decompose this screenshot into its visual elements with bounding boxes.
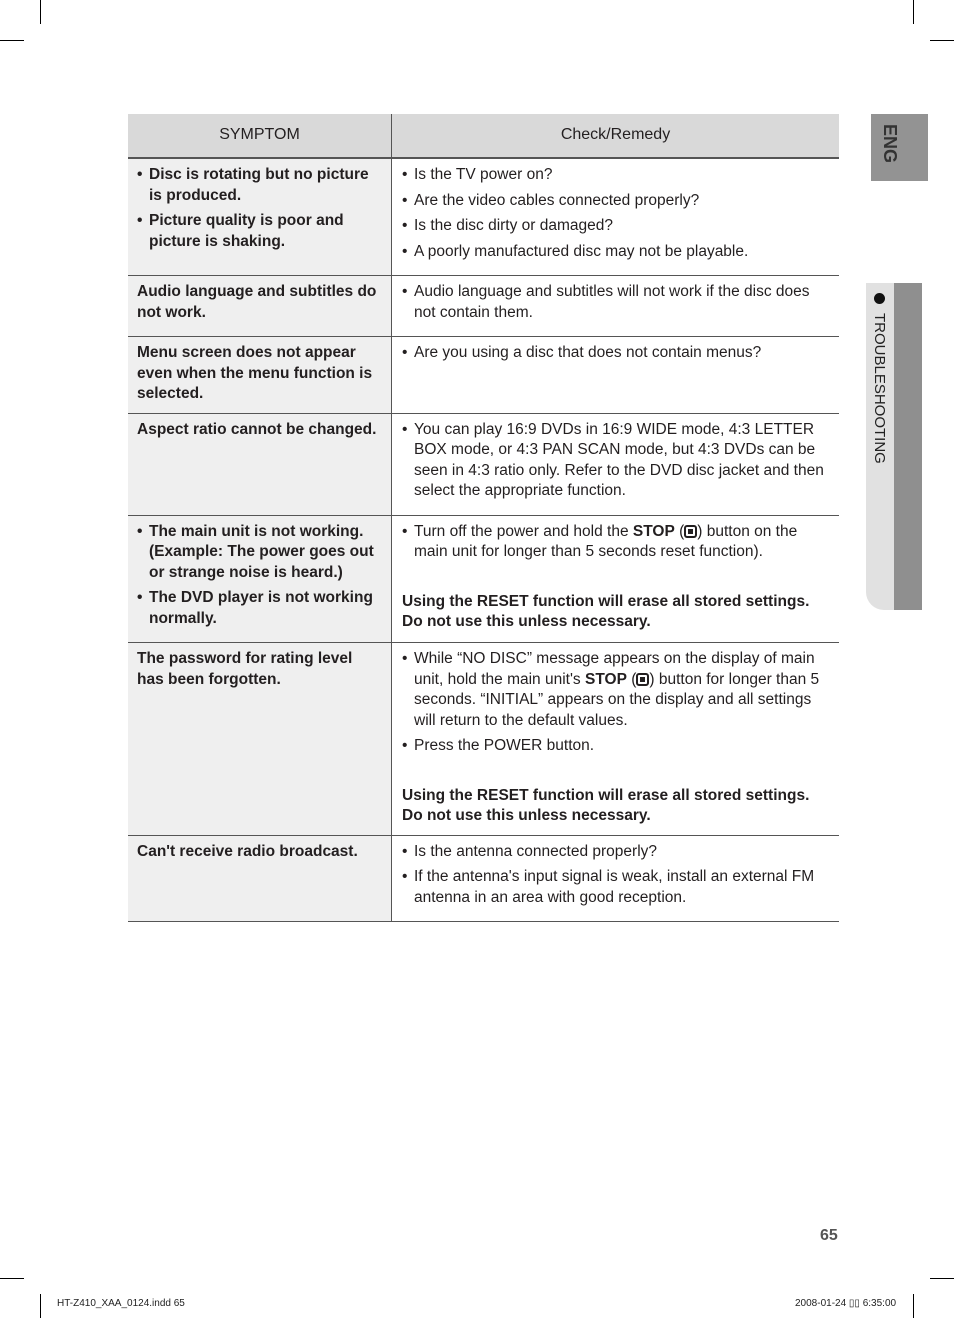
stop-label: STOP (584, 670, 627, 688)
bullet-icon (874, 293, 885, 304)
remedy-text: Is the disc dirty or damaged? (414, 217, 614, 234)
remedy-cell (392, 515, 840, 643)
symptom-cell (128, 413, 392, 515)
symptom-cell (128, 158, 392, 276)
remedy-bullet: • You can play 16:9 DVDs in 16:9 WIDE mode, 4:3 LETTER BOX mode, or 4:3 PAN SCAN mode, but 4:3 DVDs can be seen in 4:3 ratio only. Refer to the DVD disc jacket and then select the appropriate function. (402, 420, 833, 502)
table-row (128, 337, 839, 414)
remedy-cell (392, 413, 840, 515)
stop-button-icon (684, 525, 697, 538)
stop-button-icon (636, 673, 649, 686)
remedy-text: Press the POWER button. (414, 737, 595, 754)
footer-date: 2008-01-24 ▯▯ 6:35:00 (795, 1298, 897, 1309)
symptom-text: Can't receive radio broadcast. (137, 842, 358, 860)
paren: ( (674, 522, 685, 540)
table-row (128, 158, 839, 276)
remedy-text: While “NO DISC” message appears on the display of main unit, hold the main unit's (414, 650, 815, 688)
symptom-text: Aspect ratio cannot be changed. (137, 420, 377, 438)
remedy-text: ) button on the main unit for longer than 5 seconds reset function). (414, 522, 798, 560)
remedy-bullet: • A poorly manufactured disc may not be playable. (402, 242, 833, 263)
symptom-text: Menu screen does not appear even when the menu function is selected. (137, 344, 373, 402)
symptom-text: The main unit is not working. (Example: The power goes out or strange noise is heard.) (149, 522, 374, 581)
remedy-text: Is the antenna connected properly? (414, 842, 658, 860)
table-row (128, 515, 839, 643)
section-label: TROUBLESHOOTING (871, 313, 888, 464)
symptom-bullet: • Picture quality is poor and picture is shaking. (137, 211, 383, 252)
remedy-text: If the antenna's input signal is weak, install an external FM antenna in an area with good reception. (414, 868, 815, 906)
table-row (128, 276, 839, 337)
remedy-bullet: • Audio language and subtitles will not work if the disc does not contain them. (402, 282, 833, 323)
remedy-text: Are you using a disc that does not contain menus? (414, 344, 762, 361)
remedy-text: A poorly manufactured disc may not be playable. (414, 242, 749, 260)
section-tab (866, 283, 894, 610)
symptom-text: Audio language and subtitles do not work. (137, 283, 377, 321)
table-row (128, 835, 839, 922)
language-label: ENG (880, 124, 900, 164)
remedy-bullet: • Are the video cables connected properly? (402, 191, 833, 212)
symptom-cell (128, 515, 392, 643)
remedy-bullet: • Is the disc dirty or damaged? (402, 216, 833, 237)
warning-note: Using the RESET function will erase all stored settings. Do not use this unless necessary. (402, 592, 810, 630)
language-tab (871, 114, 928, 181)
symptom-cell (128, 337, 392, 414)
remedy-bullet: • While “NO DISC” message appears on the display of main unit, hold the main unit's STOP ( ) button for longer than 5 seconds. “INITIAL” appears on the display and all settings will return to the default values. (402, 650, 820, 729)
remedy-bullet: • Is the antenna connected properly? (402, 842, 833, 863)
symptom-cell (128, 643, 392, 836)
table-row (128, 413, 839, 515)
footer-file: HT-Z410_XAA_0124.indd 65 (57, 1298, 185, 1309)
remedy-bullet: • Is the TV power on? (402, 165, 833, 186)
stop-label: STOP (632, 522, 675, 540)
symptom-text: The password for rating level has been forgotten. (137, 650, 353, 688)
symptom-cell (128, 276, 392, 337)
remedy-text: Audio language and subtitles will not work if the disc does not contain them. (414, 283, 810, 321)
troubleshooting-table (128, 114, 839, 922)
paren: ( (626, 670, 637, 688)
symptom-cell (128, 835, 392, 922)
symptom-text: The DVD player is not working normally. (149, 589, 373, 627)
remedy-text: ) button for longer than 5 seconds. “INITIAL” appears on the display and all settings will return to the default values. (414, 670, 820, 729)
remedy-cell (392, 158, 840, 276)
symptom-header: SYMPTOM (128, 114, 392, 158)
symptom-text: Disc is rotating but no picture is produced. (149, 166, 369, 204)
symptom-text: Picture quality is poor and picture is shaking. (149, 212, 344, 250)
remedy-cell (392, 643, 840, 836)
remedy-bullet: • Turn off the power and hold the STOP ( ) button on the main unit for longer than 5 seconds reset function). (402, 522, 798, 560)
remedy-cell (392, 276, 840, 337)
remedy-text: Are the video cables connected properly? (414, 191, 700, 209)
remedy-bullet: • If the antenna's input signal is weak, install an external FM antenna in an area with good reception. (402, 867, 833, 908)
remedy-text: Is the TV power on? (414, 166, 553, 183)
warning-note: Using the RESET function will erase all stored settings. Do not use this unless necessary. (402, 786, 810, 824)
symptom-bullet: • Disc is rotating but no picture is produced. (137, 165, 383, 206)
page-number: 65 (820, 1227, 838, 1244)
remedy-text: You can play 16:9 DVDs in 16:9 WIDE mode, 4:3 LETTER BOX mode, or 4:3 PAN SCAN mode, but 4:3 DVDs can be seen in 4:3 ratio only. Refer to the DVD disc jacket and then select the appropriate function. (414, 420, 824, 499)
remedy-bullet: • Are you using a disc that does not contain menus? (402, 343, 833, 364)
remedy-header: Check/Remedy (392, 114, 840, 158)
remedy-text: Turn off the power and hold the (414, 522, 633, 540)
remedy-bullet: • Press the POWER button. (402, 736, 833, 757)
table-row (128, 643, 839, 836)
section-tab-dark (893, 283, 922, 610)
remedy-cell (392, 337, 840, 414)
symptom-bullet: • The DVD player is not working normally. (137, 588, 383, 629)
symptom-bullet: • The main unit is not working. (Example: The power goes out or strange noise is heard.) (137, 522, 383, 584)
remedy-cell (392, 835, 840, 922)
